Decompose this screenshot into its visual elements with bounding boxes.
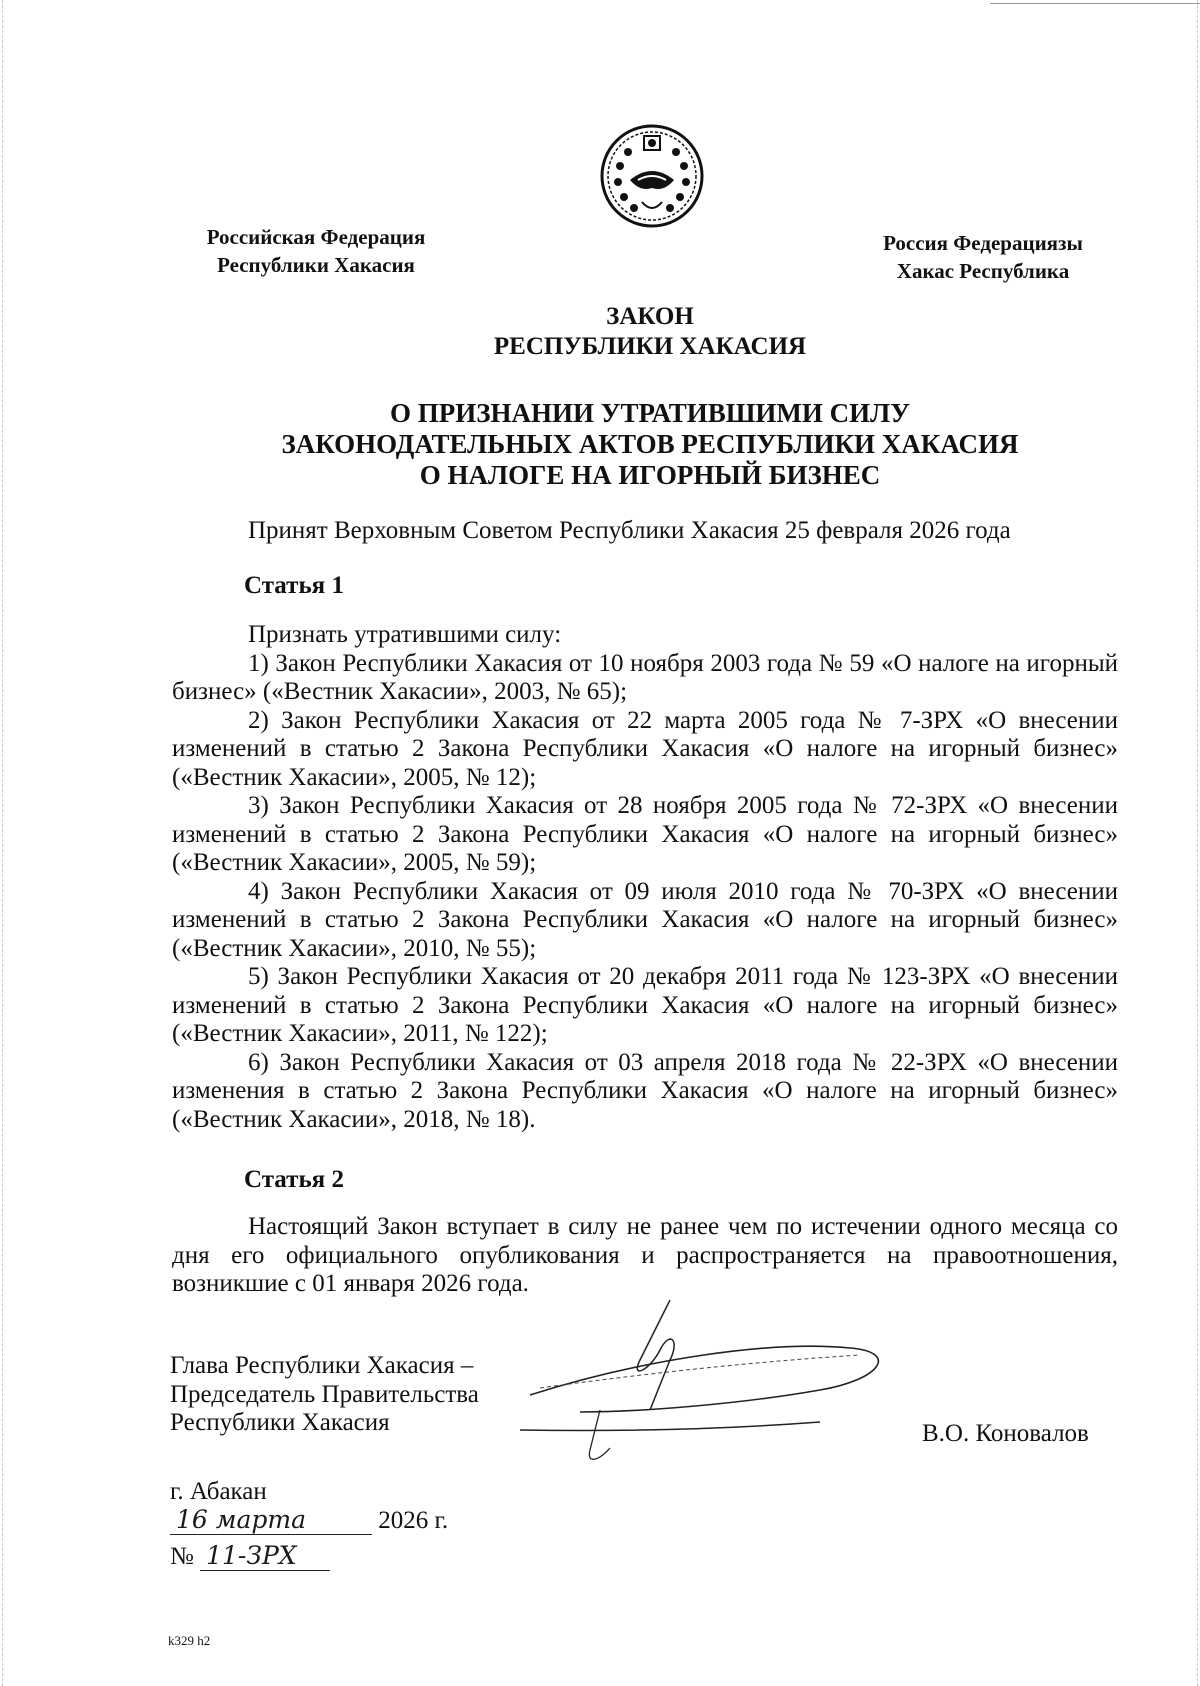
law-title-line1: О ПРИЗНАНИИ УТРАТИВШИМИ СИЛУ <box>389 398 911 428</box>
handwritten-date: 16 марта <box>170 1505 372 1535</box>
law-heading-line1: ЗАКОН <box>606 303 694 330</box>
scan-edge-left <box>2 0 3 1686</box>
header-left <box>176 223 456 279</box>
article-1-item: 4) Закон Республики Хакасия от 09 июля 2010 года № 70-ЗРХ «О внесении изменений в статью 2 Закона Республики Хакасия «О налоге на игорный бизнес» («Вестник Хакасии», 2010, № 55); <box>172 877 1118 962</box>
law-number <box>170 1541 330 1571</box>
signatory-title-line3: Республики Хакасия <box>170 1409 390 1436</box>
article-1-item: 3) Закон Республики Хакасия от 28 ноября 2005 года № 72-ЗРХ «О внесении изменений в статью 2 Закона Республики Хакасия «О налоге на игорный бизнес» («Вестник Хакасии», 2005, № 59); <box>172 792 1118 876</box>
adoption-statement: Принят Верховным Советом Республики Хакасия 25 февраля 2026 года <box>248 517 1011 544</box>
law-title-line2: ЗАКОНОДАТЕЛЬНЫХ АКТОВ РЕСПУБЛИКИ ХАКАСИЯ <box>281 429 1019 459</box>
law-heading <box>170 302 1130 362</box>
coat-of-arms-emblem <box>598 122 706 230</box>
article-1-heading: Статья 1 <box>244 572 344 599</box>
signatory-title-line2: Председатель Правительства <box>170 1380 479 1408</box>
article-1-item: 6) Закон Республики Хакасия от 03 апреля 2018 года № 22-ЗРХ «О внесении изменения в статью 2 Закона Республики Хакасия «О налоге на игорный бизнес» («Вестник Хакасии», 2018, № 18). <box>172 1048 1118 1133</box>
law-title <box>170 398 1130 491</box>
header-left-line1: Российская Федерация <box>206 225 426 249</box>
article-1-body <box>172 621 1118 1134</box>
handwritten-law-number: 11-ЗРХ <box>200 1541 330 1571</box>
signatory-title <box>170 1352 479 1438</box>
law-number-prefix: № <box>170 1543 194 1570</box>
signatory-name: В.О. Коновалов <box>922 1420 1089 1447</box>
article-2-body <box>172 1213 1118 1299</box>
law-title-line3: О НАЛОГЕ НА ИГОРНЫЙ БИЗНЕС <box>419 460 881 490</box>
signing-year: 2026 г. <box>378 1507 449 1534</box>
article-1-item: 1) Закон Республики Хакасия от 10 ноября 2003 года № 59 «О налоге на игорный бизнес» («Вестник Хакасии», 2003, № 65); <box>172 649 1118 705</box>
article-1-item: 2) Закон Республики Хакасия от 22 марта 2005 года № 7-ЗРХ «О внесении изменений в статью 2 Закона Республики Хакасия «О налоге на игорный бизнес» («Вестник Хакасии», 2005, № 12); <box>172 706 1118 791</box>
signing-date <box>170 1505 448 1539</box>
signatory-title-line1: Глава Республики Хакасия – <box>170 1352 474 1379</box>
article-2-heading: Статья 2 <box>244 1166 344 1193</box>
scan-edge-right <box>1197 0 1198 1686</box>
scan-top-rule <box>990 3 1200 4</box>
article-2-text: Настоящий Закон вступает в силу не ранее чем по истечении одного месяца со дня его официального опубликования и распространяется на правоотношения, возникшие с 01 января 2026 года. <box>172 1213 1118 1297</box>
article-1-item: 5) Закон Республики Хакасия от 20 декабря 2011 года № 123-ЗРХ «О внесении изменений в статью 2 Закона Республики Хакасия «О налоге на игорный бизнес» («Вестник Хакасии», 2011, № 122); <box>172 963 1118 1047</box>
header-left-line2: Республики Хакасия <box>217 253 415 277</box>
header-right-line2: Хакас Республика <box>896 259 1070 283</box>
header-right <box>858 229 1108 285</box>
article-1-intro: Признать утратившими силу: <box>248 621 562 648</box>
handwritten-signature <box>520 1300 950 1470</box>
header-right-line1: Россия Федерациязы <box>883 231 1083 255</box>
document-code: k329 h2 <box>168 1633 211 1648</box>
law-heading-line2: РЕСПУБЛИКИ ХАКАСИЯ <box>493 333 807 360</box>
city: г. Абакан <box>170 1478 267 1505</box>
